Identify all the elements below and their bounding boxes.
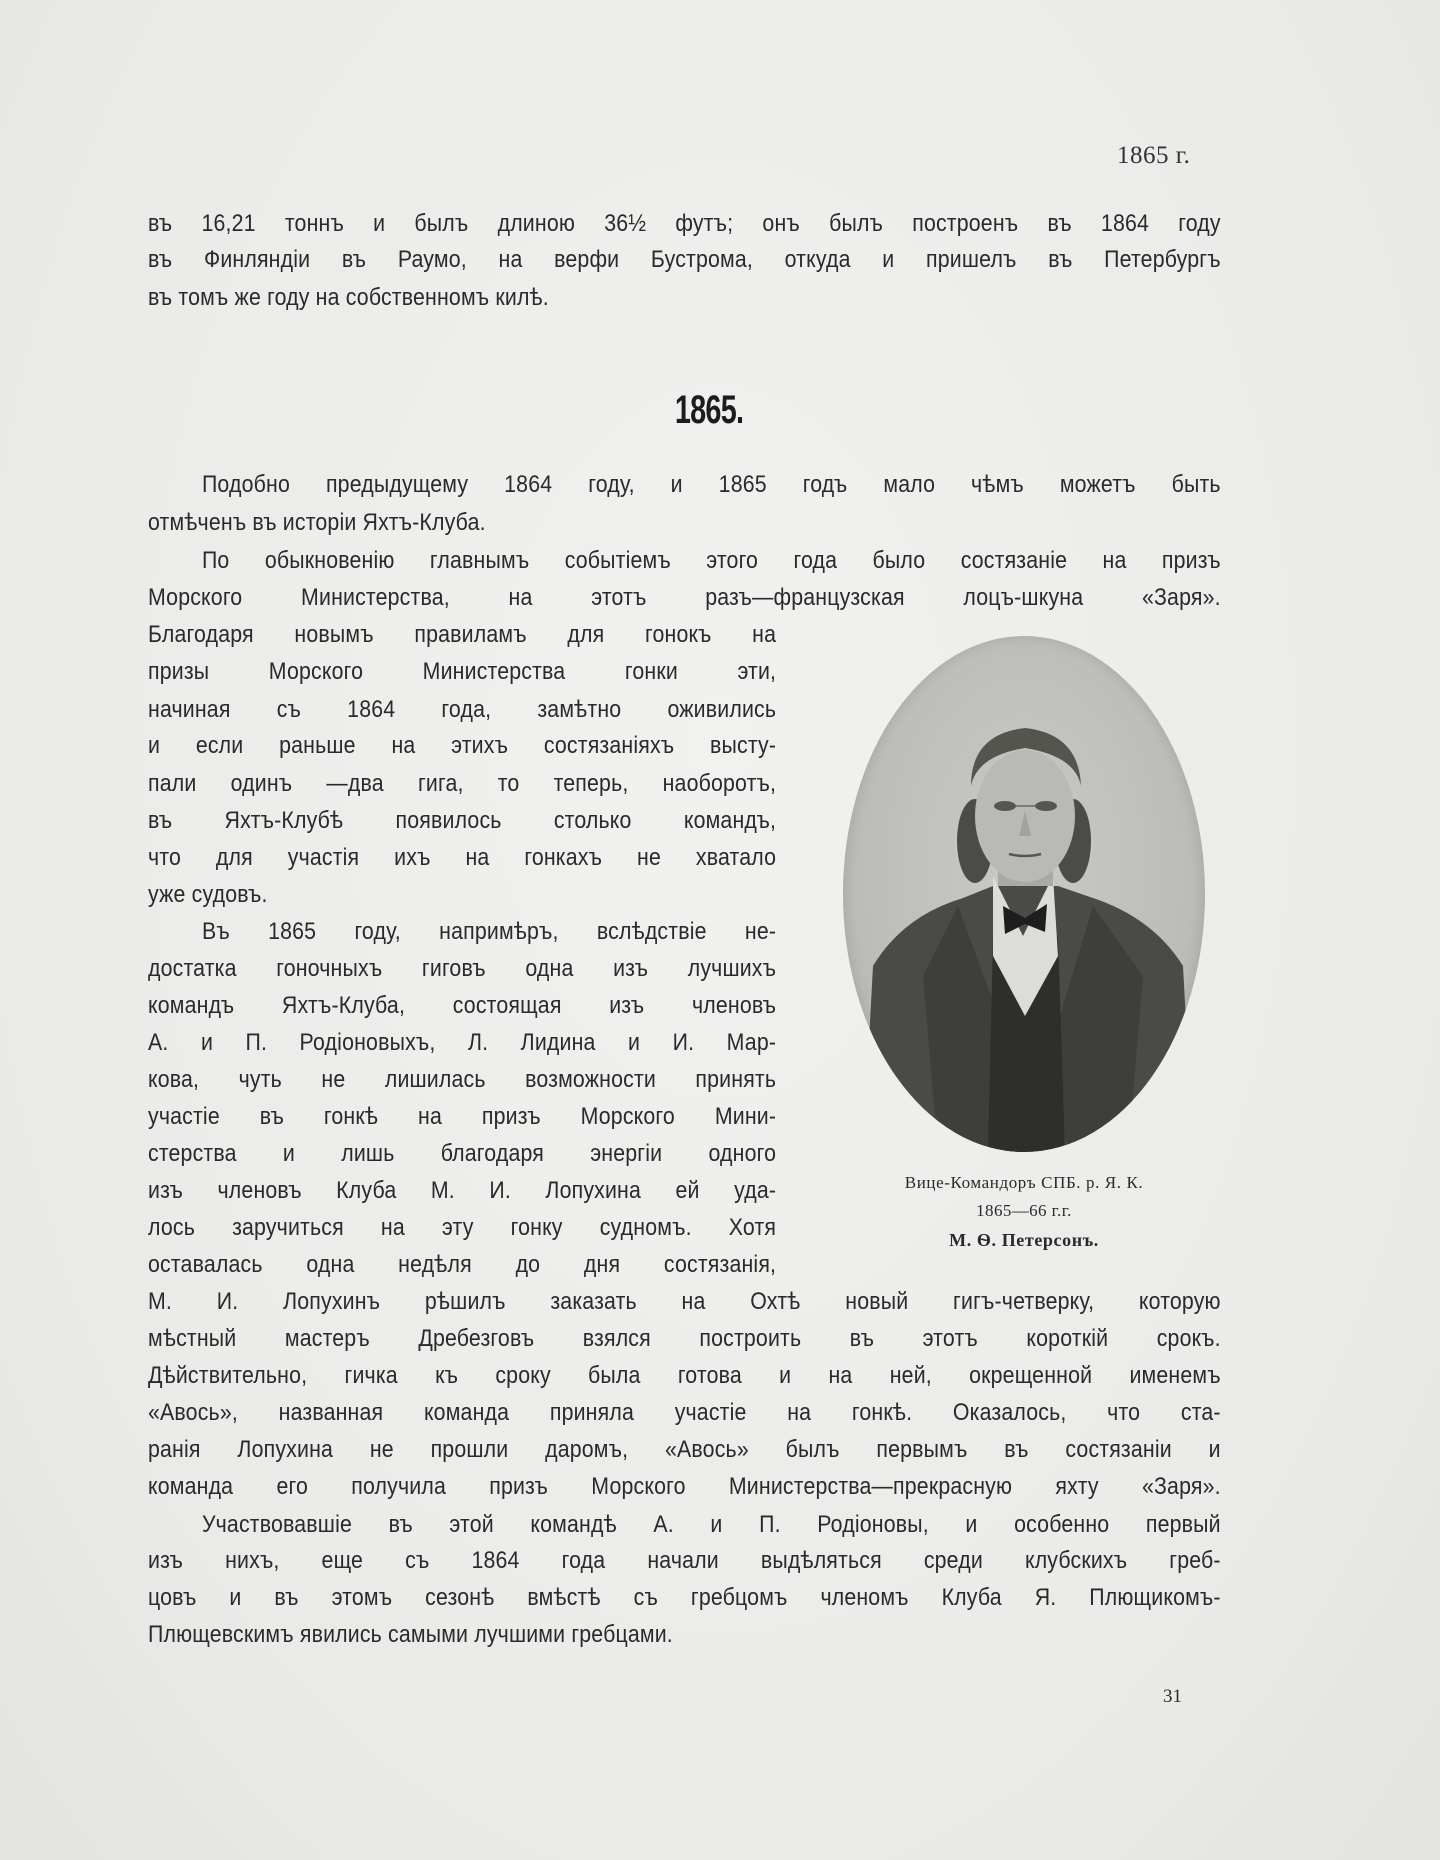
text-line: участіе въ гонкѣ на призъ Морского Мини- <box>148 1103 777 1130</box>
text-line: Морского Министерства, на этотъ разъ—французская лоцъ-шкуна «Заря». <box>148 584 1221 611</box>
portrait-illustration-icon <box>843 636 1205 1152</box>
text-line: цовъ и въ этомъ сезонѣ вмѣстѣ съ гребцомъ членомъ Клуба Я. Плющикомъ- <box>148 1584 1221 1611</box>
text-line: оставалась одна недѣля до дня состязанія, <box>148 1251 777 1278</box>
text-line: начиная съ 1864 года, замѣтно оживились <box>148 696 777 723</box>
text-line: Дѣйствительно, гичка къ сроку была готова и на ней, окрещенной именемъ <box>148 1362 1221 1389</box>
text-line: призы Морского Министерства гонки эти, <box>148 658 777 685</box>
text-line: команда его получила призъ Морского Министерства—прекрасную яхту «Заря». <box>148 1473 1221 1500</box>
portrait-image <box>843 636 1205 1152</box>
portrait-caption-title: Вице-Командоръ СПБ. р. Я. К. <box>904 1173 1144 1192</box>
text-line: Въ 1865 году, напримѣръ, вслѣдствіе не- <box>201 918 777 945</box>
text-line: отмѣченъ въ исторіи Яхтъ-Клуба. <box>148 509 486 536</box>
text-line: въ томъ же году на собственномъ килѣ. <box>148 284 549 311</box>
text-line: А. и П. Родіоновыхъ, Л. Лидина и И. Мар- <box>148 1029 777 1056</box>
portrait-caption-name: М. Ѳ. Петерсонъ. <box>949 1230 1099 1250</box>
text-line: лось заручиться на эту гонку судномъ. Хотя <box>148 1214 777 1241</box>
section-heading: 1865. <box>674 388 744 432</box>
text-line: «Авось», названная команда приняла участіе на гонкѣ. Оказалось, что ста- <box>148 1399 1221 1426</box>
text-line: Плющевскимъ явились самыми лучшими гребцами. <box>148 1621 673 1648</box>
page-number: 31 <box>1163 1686 1182 1707</box>
text-line: изъ нихъ, еще съ 1864 года начали выдѣляться среди клубскихъ греб- <box>148 1547 1221 1574</box>
text-line: М. И. Лопухинъ рѣшилъ заказать на Охтѣ новый гигъ-четверку, которую <box>148 1288 1221 1315</box>
portrait-caption-years: 1865—66 г.г. <box>976 1201 1072 1220</box>
text-line: и если раньше на этихъ состязаніяхъ высту- <box>148 732 777 759</box>
text-line: изъ членовъ Клуба М. И. Лопухина ей уда- <box>148 1177 777 1204</box>
text-line: ранія Лопухина не прошли даромъ, «Авось» былъ первымъ въ состязаніи и <box>148 1436 1221 1463</box>
text-line: въ 16,21 тоннъ и былъ длиною 36½ футъ; онъ былъ построенъ въ 1864 году <box>148 210 1221 237</box>
text-line: въ Финляндіи въ Раумо, на верфи Бустрома, откуда и пришелъ въ Петербургъ <box>148 246 1221 273</box>
text-line: Участвовавшіе въ этой командѣ А. и П. Родіоновы, и особенно первый <box>201 1511 1221 1538</box>
text-line: что для участія ихъ на гонкахъ не хватало <box>148 844 777 871</box>
text-line: кова, чуть не лишилась возможности принять <box>148 1066 777 1093</box>
text-line: Подобно предыдущему 1864 году, и 1865 годъ мало чѣмъ можетъ быть <box>201 471 1221 498</box>
text-line: уже судовъ. <box>148 881 268 908</box>
text-line: достатка гоночныхъ гиговъ одна изъ лучшихъ <box>148 955 777 982</box>
text-line: мѣстный мастеръ Дребезговъ взялся построить въ этотъ короткій срокъ. <box>148 1325 1221 1352</box>
text-line: въ Яхтъ-Клубѣ появилось столько командъ, <box>148 807 777 834</box>
text-line: стерства и лишь благодаря энергіи одного <box>148 1140 777 1167</box>
text-line: пали одинъ —два гига, то теперь, наоборотъ, <box>148 770 777 797</box>
running-head: 1865 г. <box>1117 142 1191 169</box>
text-line: Благодаря новымъ правиламъ для гонокъ на <box>148 621 777 648</box>
text-line: По обыкновенію главнымъ событіемъ этого года было состязаніе на призъ <box>201 547 1221 574</box>
text-line: командъ Яхтъ-Клуба, состоящая изъ членовъ <box>148 992 777 1019</box>
